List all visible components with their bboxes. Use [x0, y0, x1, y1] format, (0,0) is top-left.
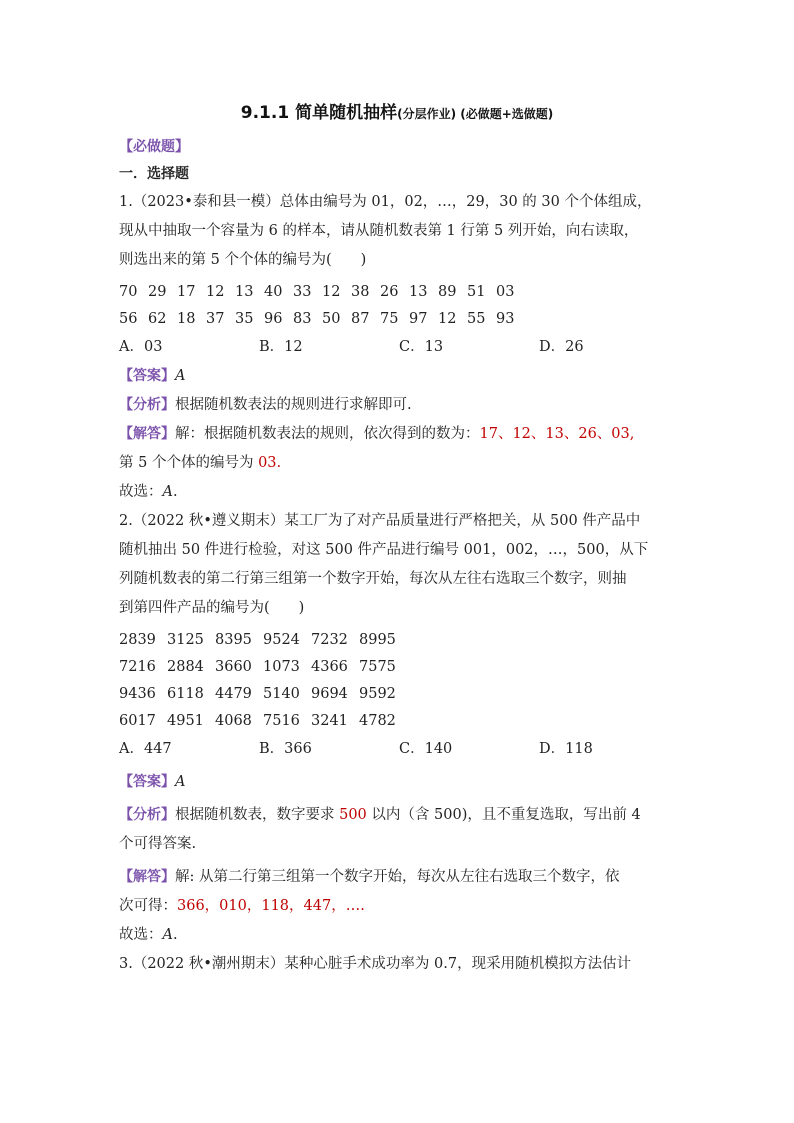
table-cell: 9592: [359, 686, 396, 702]
q2-table-row: [119, 681, 679, 708]
table-cell: 3241: [311, 713, 348, 729]
table-cell: 6017: [119, 713, 156, 729]
table-cell: 9436: [119, 686, 156, 702]
table-cell: 96: [264, 311, 283, 327]
table-cell: 33: [293, 284, 312, 300]
option-d: D．26: [539, 339, 584, 355]
option-c: C．13: [399, 339, 444, 355]
table-cell: 7232: [311, 632, 348, 648]
q2-table-row: [119, 654, 679, 681]
table-cell: 7216: [119, 659, 156, 675]
table-cell: 56: [119, 311, 138, 327]
q1-analysis: [119, 391, 679, 420]
page-title: [0, 98, 794, 123]
answer-value: A: [175, 368, 186, 384]
choose-dot: .: [172, 927, 178, 943]
table-cell: 13: [409, 284, 428, 300]
q2-solution-line-1: [119, 863, 679, 892]
table-cell: 75: [380, 311, 399, 327]
table-cell: 37: [206, 311, 225, 327]
table-cell: 4479: [215, 686, 252, 702]
solution-highlight: 366，010，118，447，….: [177, 898, 365, 914]
q2-solution-line-2: [119, 892, 679, 921]
table-cell: 7516: [263, 713, 300, 729]
table-cell: 9694: [311, 686, 348, 702]
analysis-tag: 【分析】: [119, 397, 175, 413]
option-d: D．118: [539, 741, 593, 757]
title-main: 9.1.1 简单随机抽样: [240, 103, 398, 123]
table-cell: 29: [148, 284, 167, 300]
q1-options: [119, 333, 679, 362]
table-cell: 4068: [215, 713, 252, 729]
q1-solution-line-1: [119, 420, 679, 449]
table-cell: 17: [177, 284, 196, 300]
option-a: A．447: [119, 741, 172, 757]
q2-table-row: [119, 708, 679, 735]
analysis-text: 以内（含 500)，且不重复选取，写出前 4: [366, 807, 641, 823]
choose-value: A: [162, 484, 173, 500]
q2-answer: [119, 768, 679, 797]
table-cell: 55: [467, 311, 486, 327]
table-cell: 12: [206, 284, 225, 300]
q1-solution-line-2: [119, 449, 679, 478]
analysis-highlight: 500: [339, 807, 367, 823]
q2-options: [119, 735, 679, 764]
choose-dot: .: [172, 484, 178, 500]
answer-tag: 【答案】: [119, 368, 175, 384]
table-cell: 5140: [263, 686, 300, 702]
solution-tag: 【解答】: [119, 426, 175, 442]
q2-analysis-line-1: [119, 801, 679, 830]
q2-table-row: [119, 627, 679, 654]
q1-answer: [119, 362, 679, 391]
solution-text: 解：根据随机数表法的规则，依次得到的数为：: [175, 426, 480, 442]
q2-choose: [119, 921, 679, 950]
analysis-text: 根据随机数表，数字要求: [175, 807, 340, 823]
content: [119, 134, 679, 979]
table-cell: 97: [409, 311, 428, 327]
table-cell: 51: [467, 284, 486, 300]
table-cell: 62: [148, 311, 167, 327]
option-b: B．12: [259, 339, 303, 355]
q1-table-row: [119, 306, 679, 333]
q2-line-1: 2.（2022 秋•遵义期末）某工厂为了对产品质量进行严格把关，从 500 件产品中: [119, 513, 641, 529]
q2-line-4: 到第四件产品的编号为( ): [119, 600, 305, 616]
table-cell: 18: [177, 311, 196, 327]
solution-tag: 【解答】: [119, 869, 175, 885]
option-c: C．140: [399, 741, 453, 757]
table-cell: 3125: [167, 632, 204, 648]
table-cell: 70: [119, 284, 138, 300]
solution-text: 次可得：: [119, 898, 177, 914]
table-cell: 40: [264, 284, 283, 300]
table-cell: 87: [351, 311, 370, 327]
table-cell: 89: [438, 284, 457, 300]
table-cell: 12: [322, 284, 341, 300]
choose-label: 故选：: [119, 927, 163, 943]
q2-line-3: 列随机数表的第二行第三组第一个数字开始，每次从左往右选取三个数字，则抽: [119, 571, 627, 587]
table-cell: 03: [496, 284, 515, 300]
q1-line-3: 则选出来的第 5 个个体的编号为( ): [119, 252, 367, 268]
solution-text: 第 5 个个体的编号为: [119, 455, 259, 471]
section-tag: 【必做题】: [119, 139, 189, 155]
table-cell: 8995: [359, 632, 396, 648]
analysis-tag: 【分析】: [119, 807, 175, 823]
solution-text: 解: 从第二行第三组第一个数字开始，每次从左往右选取三个数字，依: [175, 869, 620, 885]
table-cell: 9524: [263, 632, 300, 648]
table-cell: 2839: [119, 632, 156, 648]
table-cell: 12: [438, 311, 457, 327]
table-cell: 83: [293, 311, 312, 327]
table-cell: 35: [235, 311, 254, 327]
analysis-text: 根据随机数表法的规则进行求解即可.: [175, 397, 412, 413]
choose-value: A: [162, 927, 173, 943]
table-cell: 50: [322, 311, 341, 327]
section-heading: 一．选择题: [119, 166, 189, 182]
table-cell: 7575: [359, 659, 396, 675]
q1-table-row: [119, 279, 679, 306]
table-cell: 26: [380, 284, 399, 300]
table-cell: 3660: [215, 659, 252, 675]
option-a: A．03: [119, 339, 163, 355]
q1-choose: [119, 478, 679, 507]
solution-highlight: 17、12、13、26、03,: [479, 426, 635, 442]
table-cell: 1073: [263, 659, 300, 675]
table-cell: 2884: [167, 659, 204, 675]
answer-tag: 【答案】: [119, 774, 175, 790]
q1-line-1: 1.（2023•泰和县一模）总体由编号为 01，02，…，29，30 的 30 个个体组成，: [119, 194, 652, 210]
q2-analysis-line-2: 个可得答案.: [119, 836, 197, 852]
table-cell: 93: [496, 311, 515, 327]
q3-line-1: 3.（2022 秋•潮州期末）某种心脏手术成功率为 0.7，现采用随机模拟方法估计: [119, 956, 632, 972]
table-cell: 6118: [167, 686, 204, 702]
answer-value: A: [175, 774, 186, 790]
q1-line-2: 现从中抽取一个容量为 6 的样本，请从随机数表第 1 行第 5 列开始，向右读取，: [119, 223, 639, 239]
table-cell: 4951: [167, 713, 204, 729]
table-cell: 8395: [215, 632, 252, 648]
choose-label: 故选：: [119, 484, 163, 500]
table-cell: 4366: [311, 659, 348, 675]
title-sub: (分层作业) (必做题+选做题): [397, 107, 554, 121]
q2-line-2: 随机抽出 50 件进行检验，对这 500 件产品进行编号 001，002，…，500，从下: [119, 542, 649, 558]
option-b: B．366: [259, 741, 312, 757]
table-cell: 38: [351, 284, 370, 300]
table-cell: 4782: [359, 713, 396, 729]
table-cell: 13: [235, 284, 254, 300]
solution-highlight: 03.: [258, 455, 282, 471]
